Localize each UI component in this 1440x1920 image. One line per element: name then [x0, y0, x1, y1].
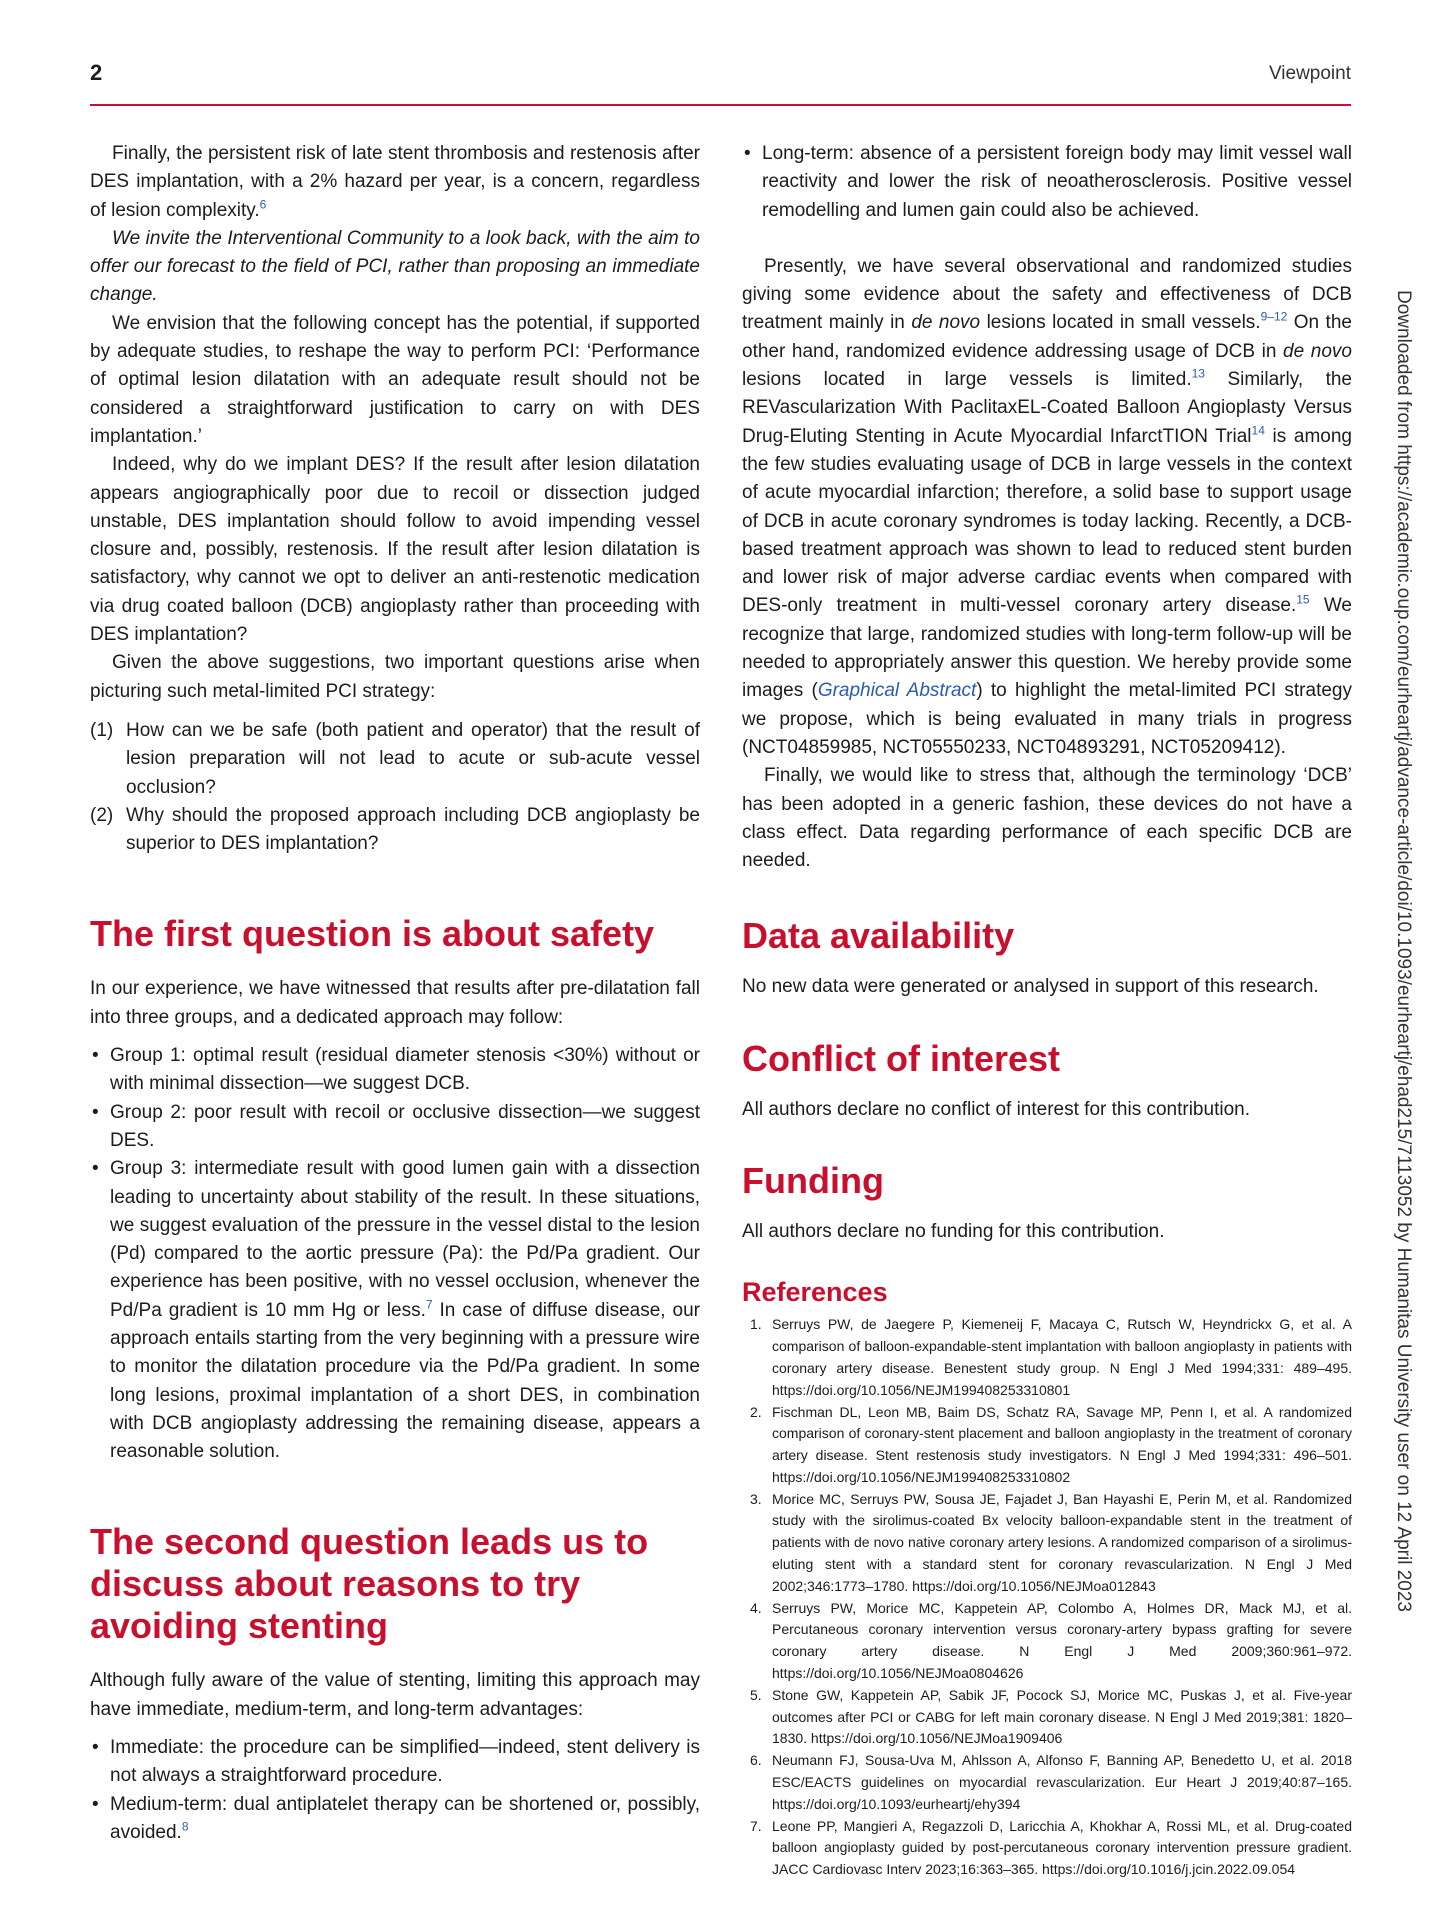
reference-item: 2. Fischman DL, Leon MB, Baim DS, Schatz RA, Savage MP, Penn I, et al. A randomized comparison of coronary-stent placement and balloon angioplasty in the treatment of coronary artery disease. Stent restenosis study investigators. N Engl J Med 1994;331: 496–501. https://doi.org/10.1056/NEJM199408253310802: [750, 1403, 1352, 1485]
advantage-list-continued: [742, 140, 1352, 225]
download-watermark: [1388, 290, 1414, 1790]
list-item: • Group 3: intermediate result with good lumen gain with a dissection leading to uncertainty about stability of the result. In these situations, we suggest evaluation of the pressure in the vessel distal to the lesion (Pd) compared to the aortic pressure (Pa): the Pd/Pa gradient. Our experience has been positive, with no vessel occlusion, whenever the Pd/Pa gradient is 10 mm Hg or less.$^7$ In case of diffuse disease, our approach entails starting from the very beginning with a pressure wire to monitor the dilatation procedure via the Pd/Pa gradient. In some long lesions, proximal implantation of a short DES, in combination with DCB angioplasty addressing the remaining disease, appears a reasonable solution.: [92, 1158, 700, 1463]
citation-link[interactable]: 15: [1296, 593, 1310, 608]
list-item: • Immediate: the procedure can be simplified—indeed, stent delivery is not always a straightforward procedure.: [92, 1737, 700, 1787]
paragraph: We invite the Interventional Community to a look back, with the aim to offer our forecast to the field of PCI, rather than proposing an immediate change.: [90, 227, 700, 306]
citation-link[interactable]: 14: [1251, 423, 1265, 438]
list-item: (2) Why should the proposed approach including DCB angioplasty be superior to DES implantation?: [90, 804, 700, 855]
list-item: • Long-term: absence of a persistent foreign body may limit vessel wall reactivity and lower the risk of neoatherosclerosis. Positive vessel remodelling and lumen gain could also be achieved.: [744, 143, 1352, 221]
section-label: Viewpoint: [1268, 63, 1351, 84]
paragraph: All authors declare no conflict of interest for this contribution.: [742, 1098, 1250, 1120]
download-watermark-text: Downloaded from https://academic.oup.com/eurheartj/advance-article/doi/10.1093/eurheartj/ehad215/7113052 by Humanitas University user on 12 April 2023: [1393, 290, 1414, 1612]
graphical-abstract-link[interactable]: Graphical Abstract: [817, 680, 977, 702]
paragraph: We envision that the following concept has the potential, if supported by adequate studies, to reshape the way to perform PCI: ‘Performance of optimal lesion dilatation with an adequate result should not be considered a straightforward justification to carry on with DES implantation.’: [90, 312, 700, 447]
page-number: 2: [90, 60, 103, 85]
reference-item: 3. Morice MC, Serruys PW, Sousa JE, Fajadet J, Ban Hayashi E, Perin M, et al. Randomized study with the sirolimus-coated Bx velocity balloon-expandable stent in the treatment of patients with de novo native coronary artery lesions. A randomized comparison of a sirolimus-eluting stent with a standard stent for coronary revascularization. N Engl J Med 2002;346:1773–1780. https://doi.org/10.1056/NEJMoa012843: [750, 1490, 1352, 1594]
list-item: • Group 1: optimal result (residual diameter stenosis <30%) without or with minimal dissection—we suggest DCB.: [92, 1045, 700, 1095]
left-column: [90, 140, 700, 1847]
list-item: • Group 2: poor result with recoil or occlusive dissection—we suggest DES.: [92, 1101, 700, 1151]
section-heading-funding: Funding: [742, 1160, 884, 1202]
question-list: [90, 717, 700, 858]
reference-list: [742, 1314, 1352, 1881]
section-heading-data-availability: Data availability: [742, 915, 1015, 957]
paragraph: Although fully aware of the value of stenting, limiting this approach may have immediate, medium-term, and long-term advantages:: [90, 1670, 700, 1720]
citation-link[interactable]: 13: [1191, 366, 1205, 381]
section-heading-conflict: Conflict of interest: [742, 1037, 1061, 1079]
section-heading-second-question: The second question leads us to discuss about reasons to try avoiding stenting: [90, 1521, 649, 1647]
section-heading-references: References: [742, 1277, 888, 1308]
reference-item: 4. Serruys PW, Morice MC, Kappetein AP, Colombo A, Holmes DR, Mack MJ, et al. Percutaneous coronary intervention versus coronary-artery bypass grafting for severe coronary artery disease. N Engl J Med 2009;360:961–972. https://doi.org/10.1056/NEJMoa0804626: [750, 1599, 1352, 1682]
group-list: [90, 1042, 700, 1466]
citation-link[interactable]: 9–12: [1260, 310, 1288, 325]
paragraph: Given the above suggestions, two important questions arise when picturing such metal-limited PCI strategy:: [90, 652, 700, 702]
header-rule: [90, 104, 1351, 106]
paragraph: In our experience, we have witnessed that results after pre-dilatation fall into three groups, and a dedicated approach may follow:: [90, 978, 700, 1028]
reference-item: 1. Serruys PW, de Jaegere P, Kiemeneij F, Macaya C, Rutsch W, Heyndrickx G, et al. A comparison of balloon-expandable-stent implantation with balloon angioplasty in patients with coronary artery disease. Benestent study group. N Engl J Med 1994;331: 489–495. https://doi.org/10.1056/NEJM199408253310801: [750, 1316, 1352, 1398]
list-item: (1) How can we be safe (both patient and operator) that the result of lesion preparation will not lead to acute or sub-acute vessel occlusion?: [90, 719, 700, 798]
list-item: • Medium-term: dual antiplatelet therapy can be shortened or, possibly, avoided.$^8$: [92, 1793, 700, 1843]
reference-item: 5. Stone GW, Kappetein AP, Sabik JF, Pocock SJ, Morice MC, Puskas J, et al. Five-year outcomes after PCI or CABG for left main coronary disease. N Engl J Med 2019;381: 1820–1830. https://doi.org/10.1056/NEJMoa1909406: [750, 1686, 1352, 1747]
paragraph: Finally, we would like to stress that, although the terminology ‘DCB’ has been adopted in a generic fashion, these devices do not have a class effect. Data regarding performance of each specific DCB are needed.: [742, 765, 1352, 872]
paragraph: Presently, we have several observational and randomized studies giving some evidence about the safety and effectiveness of DCB treatment mainly in de novo lesions located in small vessels.$^{9-12}$ On the other hand, randomized evidence addressing usage of DCB in de novo lesions located in large vessels is limited.$^{13}$ Similarly, the REVascularization With PaclitaxEL-Coated Balloon Angioplasty Versus Drug-Eluting Stenting in Acute Myocardial InfarctTION Trial$^{14}$ is among the few studies evaluating usage of DCB in large vessels in the context of acute myocardial infarction; therefore, a solid base to support usage of DCB in acute coronary syndromes is today lacking. Recently, a DCB-based treatment approach was shown to lead to reduced stent burden and lower risk of major adverse cardiac events when compared with DES-only treatment in multi-vessel coronary artery disease.$^{15}$ We recognize that large, randomized studies with long-term follow-up will be needed to appropriately answer this question. We hereby provide some images (Graphical Abstract) to highlight the metal-limited PCI strategy we propose, which is being evaluated in many trials in progress (NCT04859985, NCT05550233, NCT04893291, NCT05209412).: [742, 255, 1352, 758]
citation-link[interactable]: 6: [259, 197, 267, 212]
section-heading-safety: The first question is about safety: [90, 913, 655, 955]
citation-link[interactable]: 7: [425, 1297, 433, 1312]
paragraph: No new data were generated or analysed in support of this research.: [742, 976, 1319, 998]
paragraph: Finally, the persistent risk of late stent thrombosis and restenosis after DES implantation, with a 2% hazard per year, is a concern, regardless of lesion complexity.$^6$: [90, 143, 700, 221]
advantage-list: [90, 1734, 700, 1847]
right-column: [742, 140, 1352, 1881]
citation-link[interactable]: 8: [181, 1819, 189, 1834]
reference-item: 7. Leone PP, Mangieri A, Regazzoli D, Laricchia A, Khokhar A, Rossi ML, et al. Drug-coated balloon angioplasty guided by post-percutaneous coronary intervention pressure gradient. JACC Cardiovasc Interv 2023;16:363–365. https://doi.org/10.1016/j.jcin.2022.09.054: [750, 1817, 1352, 1878]
paragraph: Indeed, why do we implant DES? If the result after lesion dilatation appears angiographically poor due to recoil or dissection judged unstable, DES implantation should follow to avoid impending vessel closure and, possibly, restenosis. If the result after lesion dilatation is satisfactory, why cannot we opt to deliver an anti-restenotic medication via drug coated balloon (DCB) angioplasty rather than proceeding with DES implantation?: [90, 454, 700, 646]
reference-item: 6. Neumann FJ, Sousa-Uva M, Ahlsson A, Alfonso F, Banning AP, Benedetto U, et al. 2018 ESC/EACTS guidelines on myocardial revascularization. Eur Heart J 2019;40:87–165. https://doi.org/10.1093/eurheartj/ehy394: [750, 1752, 1352, 1812]
paragraph: All authors declare no funding for this contribution.: [742, 1221, 1165, 1243]
